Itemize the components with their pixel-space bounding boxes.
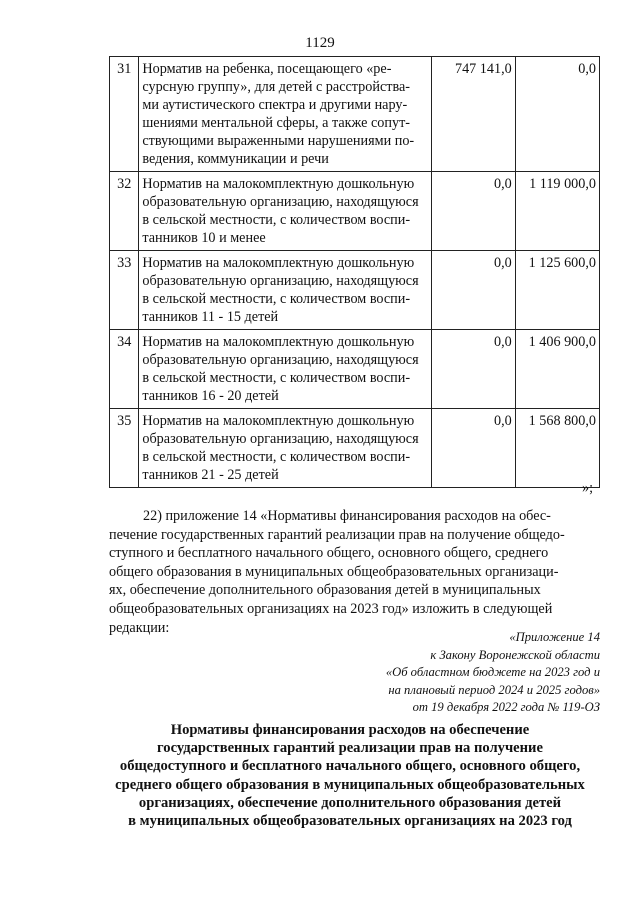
appendix-line: к Закону Воронежской области xyxy=(430,647,600,662)
description-line: танников 11 - 15 детей xyxy=(142,309,279,325)
description-line: танников 16 - 20 детей xyxy=(142,388,279,404)
table-row xyxy=(110,57,600,172)
row-number: 35 xyxy=(110,409,139,488)
heading-line: в муниципальных общеобразовательных организациях на 2023 год xyxy=(128,813,572,830)
appendix-reference xyxy=(300,629,600,717)
closing-quote-mark: »; xyxy=(582,480,594,496)
description-line: в сельской местности, с количеством воспи- xyxy=(142,449,411,465)
table-row xyxy=(110,251,600,330)
description-line: в сельской местности, с количеством воспи- xyxy=(142,212,411,228)
heading-line: среднего общего образования в муниципальных общеобразовательных xyxy=(115,776,585,793)
row-description xyxy=(139,409,432,488)
appendix-line: «Приложение 14 xyxy=(509,630,600,644)
paragraph-line: общеобразовательных организациях на 2023 год» изложить в следующей xyxy=(109,600,553,617)
row-description xyxy=(139,172,432,251)
value-col-1: 747 141,0 xyxy=(432,57,516,172)
heading-line: государственных гарантий реализации прав на получение xyxy=(157,740,543,757)
value-col-1: 0,0 xyxy=(432,330,516,409)
value-col-1: 0,0 xyxy=(432,172,516,251)
page-number: 1129 xyxy=(305,35,335,51)
row-description xyxy=(139,251,432,330)
table-row xyxy=(110,172,600,251)
description-line: ствующими выраженными нарушениями по- xyxy=(142,133,415,149)
description-line: Норматив на малокомплектную дошкольную xyxy=(142,176,415,192)
norms-table xyxy=(109,56,600,488)
table-row xyxy=(110,409,600,488)
appendix-line: на плановый период 2024 и 2025 годов» xyxy=(388,682,600,697)
appendix-line: «Об областном бюджете на 2023 год и xyxy=(385,665,600,679)
heading-line: общедоступного и бесплатного начального общего, основного общего, xyxy=(119,758,581,775)
description-line: образовательную организацию, находящуюся xyxy=(142,194,419,210)
value-col-2: 0,0 xyxy=(515,57,599,172)
heading-line: организациях, обеспечение дополнительного образования детей xyxy=(138,794,562,811)
appendix-line: от 19 декабря 2022 года № 119-ОЗ xyxy=(412,700,600,714)
row-description xyxy=(139,57,432,172)
description-line: шениями ментальной сферы, а также сопут- xyxy=(142,115,411,131)
description-line: танников 10 и менее xyxy=(142,230,266,246)
description-line: Норматив на малокомплектную дошкольную xyxy=(142,413,415,429)
row-number: 33 xyxy=(110,251,139,330)
description-line: образовательную организацию, находящуюся xyxy=(142,273,419,289)
value-col-2: 1 119 000,0 xyxy=(515,172,599,251)
description-line: Норматив на малокомплектную дошкольную xyxy=(142,255,415,271)
row-description xyxy=(139,330,432,409)
description-line: Норматив на малокомплектную дошкольную xyxy=(142,334,415,350)
value-col-2: 1 125 600,0 xyxy=(515,251,599,330)
value-col-2: 1 406 900,0 xyxy=(515,330,599,409)
description-line: в сельской местности, с количеством воспи- xyxy=(142,370,411,386)
row-number: 34 xyxy=(110,330,139,409)
description-line: Норматив на ребенка, посещающего «ре- xyxy=(142,61,392,77)
value-col-2: 1 568 800,0 xyxy=(515,409,599,488)
row-number: 31 xyxy=(110,57,139,172)
section-heading xyxy=(100,721,600,830)
description-line: образовательную организацию, находящуюся xyxy=(142,352,419,368)
value-col-1: 0,0 xyxy=(432,409,516,488)
paragraph-line: 22) приложение 14 «Нормативы финансирования расходов на обес- xyxy=(143,508,551,524)
paragraph-line: редакции: xyxy=(109,619,170,636)
description-line: ведения, коммуникации и речи xyxy=(142,151,329,167)
heading-line: Нормативы финансирования расходов на обеспечение xyxy=(170,722,530,738)
paragraph-line: ях, обеспечение дополнительного образования детей в муниципальных xyxy=(109,582,541,599)
description-line: сурсную группу», для детей с расстройства- xyxy=(142,79,410,95)
description-line: танников 21 - 25 детей xyxy=(142,467,279,483)
paragraph-line: печение государственных гарантий реализации прав на получение общедо- xyxy=(109,526,565,543)
row-number: 32 xyxy=(110,172,139,251)
description-line: ми аутистического спектра и другими нару- xyxy=(142,97,408,113)
table-row xyxy=(110,330,600,409)
paragraph-line: ступного и бесплатного начального общего, основного общего, среднего xyxy=(109,545,549,562)
description-line: образовательную организацию, находящуюся xyxy=(142,431,419,447)
description-line: в сельской местности, с количеством воспи- xyxy=(142,291,411,307)
amendment-paragraph xyxy=(109,507,600,637)
value-col-1: 0,0 xyxy=(432,251,516,330)
paragraph-line: общего образования в муниципальных общеобразовательных организаци- xyxy=(109,563,559,580)
